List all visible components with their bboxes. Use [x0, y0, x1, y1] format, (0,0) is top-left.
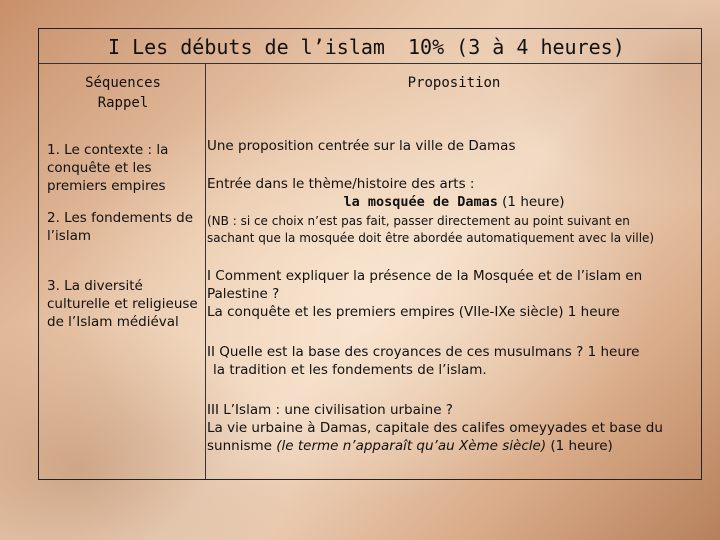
- sequence-2: 2. Les fondements de l’islam: [47, 210, 194, 244]
- mosque-name: la mosquée de Damas: [343, 194, 498, 210]
- nb-line-1: (NB : si ce choix n’est pas fait, passer directement au point suivant en: [207, 214, 630, 228]
- sequence-1: 1. Le contexte : la conquête et les premiers empires: [47, 142, 169, 194]
- part3-line-1: III L’Islam : une civilisation urbaine ?: [207, 402, 453, 418]
- part2-line-1: II Quelle est la base des croyances de ces musulmans ? 1 heure: [207, 344, 640, 360]
- col2-header: Proposition: [407, 75, 501, 91]
- part3-line-2: La vie urbaine à Damas, capitale des califes omeyyades et base du: [207, 420, 663, 436]
- proposition-intro: Une proposition centrée sur la ville de Damas: [207, 138, 516, 154]
- part3-line-3: [207, 437, 701, 455]
- sequence-3: 3. La diversité culturelle et religieuse de l’Islam médiéval: [47, 278, 198, 330]
- part2-line-2: la tradition et les fondements de l’islam.: [213, 362, 487, 378]
- nb-note: [207, 213, 701, 247]
- program-table: [38, 28, 702, 480]
- col1-header: [47, 73, 199, 113]
- col1-header-line2: Rappel: [97, 95, 149, 111]
- part-3: [207, 401, 701, 455]
- part3-line3-note: (le terme n’apparaît qu’au Xème siècle): [276, 438, 547, 454]
- duration-text: 10% (3 à 4 heures): [408, 35, 625, 59]
- nb-line-2: sachant que la mosquée doit être abordée automatiquement avec la ville): [207, 231, 655, 245]
- part-1: [207, 267, 701, 321]
- part1-line-1: I Comment expliquer la présence de la Mosquée et de l’islam en: [207, 268, 643, 284]
- arts-line: Entrée dans le thème/histoire des arts :: [207, 176, 475, 192]
- column-divider: [205, 63, 206, 479]
- col1-header-line1: Séquences: [85, 75, 161, 91]
- header-divider: [39, 63, 701, 64]
- part1-line-2: Palestine ?: [207, 286, 280, 302]
- mosque-line: [207, 193, 701, 211]
- part1-line-3: La conquête et les premiers empires (VIIe-IXe siècle) 1 heure: [207, 304, 620, 320]
- title-text: I Les débuts de l’islam: [108, 35, 385, 59]
- part3-line3-b: (1 heure): [546, 438, 613, 454]
- mosque-duration: (1 heure): [497, 194, 565, 210]
- part-2: [207, 343, 701, 379]
- part3-line3-a: sunnisme: [207, 438, 277, 454]
